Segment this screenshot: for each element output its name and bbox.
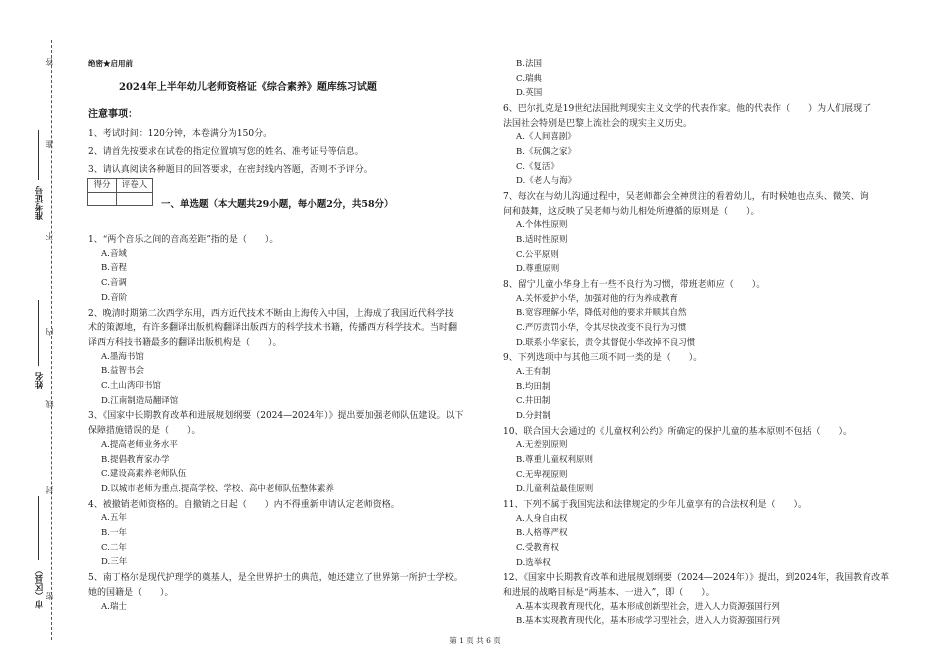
answer-option: A.个体性原则: [516, 220, 568, 231]
question-text: 5、南丁格尔是现代护理学的奠基人，是全世界护士的典范，她还建立了世界第一所护士学校。: [88, 573, 463, 584]
question-text: 和进展的战略目标是“两基本、一进入”，即（ ）。: [503, 588, 715, 599]
answer-option: D.三年: [101, 557, 128, 568]
margin-char: 答: [45, 58, 54, 66]
answer-option: B.益智书会: [101, 366, 144, 377]
answer-option: A.关怀爱护小华，加强对他的行为养成教育: [516, 293, 678, 304]
answer-option: C.瑞典: [516, 73, 542, 84]
answer-option: C.二年: [101, 542, 127, 553]
question-text: 6、巴尔扎克是19世纪法国批判现实主义文学的代表作家。他的代表作（ ）为人们展现了: [503, 104, 872, 114]
margin-char: 线: [45, 400, 54, 408]
question-text: 术的策源地，有许多翻译出版机构翻译出版西方的科学技术书籍，传播西方科学技术。当时翻: [88, 323, 458, 334]
region-label: 市（区县）: [35, 566, 45, 609]
answer-option: D.英国: [516, 88, 543, 99]
fill-line: [38, 496, 39, 560]
answer-option: D.江南制造局翻译馆: [101, 395, 179, 406]
page-title: 2024年上半年幼儿老师资格证《综合素养》题库练习试题: [119, 82, 377, 93]
answer-option: B.一年: [101, 528, 127, 538]
candidate-no-label: 准考证号: [35, 186, 45, 220]
score-cell: [88, 192, 117, 205]
question-text: 11、下列不属于我国宪法和法律规定的少年儿童享有的合法权利是（ ）。: [503, 500, 807, 511]
question-text: 9、下列选项中与其他三项不同一类的是（ ）。: [503, 353, 703, 364]
answer-option: B.提倡教育家办学: [101, 454, 170, 465]
question-text: 4、被撤销老师资格的。自撤销之日起（ ）内不得重新申请认定老师资格。: [88, 499, 400, 510]
question-text: 3、《国家中长期教育改革和进展规划纲要（2024—2024年）》提出要加强老师队伍建设。以下: [88, 411, 464, 422]
margin-char: 封: [45, 486, 54, 494]
note-item: 2、请首先按要求在试卷的指定位置填写您的姓名、准考证号等信息。: [88, 147, 364, 157]
note-item: 1、考试时间：120分钟，本卷满分为150分。: [88, 129, 273, 139]
answer-option: D.分封制: [516, 411, 551, 422]
margin-char: 不: [45, 232, 54, 240]
answer-option: A.墨海书馆: [101, 351, 144, 362]
answer-option: B.音程: [101, 263, 127, 274]
answer-option: C.无卑视原则: [516, 469, 568, 480]
answer-option: C.受教育权: [516, 543, 559, 554]
answer-option: A.无差别原则: [516, 440, 568, 451]
answer-option: B.适时性原则: [516, 235, 568, 246]
answer-option: A.人身自由权: [516, 513, 568, 524]
answer-option: C.《复活》: [516, 161, 559, 172]
question-text: 译西方科技书籍最多的翻译出版机构是（ ）。: [88, 337, 282, 348]
section-title: 一、单选题（本大题共29小题，每小题2分，共58分）: [161, 199, 394, 210]
question-text: 12、《国家中长期教育改革和进展规划纲要（2024—2024年）》提出，到2024年，我国教育改革: [503, 573, 890, 584]
answer-option: D.选举权: [516, 557, 551, 568]
answer-option: B.法国: [516, 59, 542, 69]
answer-option: A.提高老师业务水平: [101, 439, 178, 450]
answer-option: C.公平原则: [516, 249, 559, 260]
fill-line: [38, 130, 39, 180]
answer-option: A.音域: [101, 248, 127, 259]
answer-option: D.《老人与海》: [516, 176, 577, 187]
answer-option: B.均田制: [516, 381, 551, 392]
answer-option: A.王有制: [516, 367, 551, 378]
answer-option: C.严厉责罚小华，令其尽快改变不良行为习惯: [516, 323, 687, 334]
notes-title: 注意事项：: [88, 109, 138, 120]
margin-char: 密: [45, 592, 54, 600]
question-text: 保障措施错误的是（ ）。: [88, 426, 201, 437]
note-item: 3、请认真阅读各种题目的回答要求，在密封线内答题，否则不予评分。: [88, 165, 373, 175]
answer-option: A.五年: [101, 513, 127, 524]
page-footer: 第 1 页 共 6 页: [449, 636, 501, 645]
question-text: 8、留宁儿童小华身上有一些不良行为习惯，带班老师应（ ）。: [503, 280, 766, 291]
answer-option: D.儿童利益最佳原则: [516, 484, 594, 495]
margin-char: 准: [45, 140, 54, 148]
answer-option: A.基本实现教育现代化，基本形成创新型社会，进入人力资源强国行列: [516, 601, 780, 612]
fill-line: [38, 300, 39, 366]
answer-option: B.《玩偶之家》: [516, 147, 576, 158]
answer-option: B.尊重儿童权利原则: [516, 455, 593, 466]
score-header: 得分: [88, 179, 117, 193]
answer-option: B.人格尊严权: [516, 528, 568, 539]
question-text: 她的国籍是（ ）。: [88, 587, 174, 598]
answer-option: C.音调: [101, 278, 127, 289]
name-label: 姓名: [35, 372, 45, 389]
answer-option: C.建设高素养老师队伍: [101, 469, 187, 480]
answer-option: D.以城市老师为重点.提高学校、学校、高中老师队伍整体素养: [101, 483, 334, 494]
question-text: 法国社会特别是巴黎上流社会的现实主义历史。: [503, 118, 693, 129]
answer-option: B.宽容理解小华，降低对他的要求并顺其自然: [516, 308, 687, 319]
answer-option: D.尊重原则: [516, 264, 560, 275]
answer-option: D.联系小华家长，责令其督促小华改掉不良习惯: [516, 337, 696, 348]
binding-margin: [0, 0, 60, 671]
answer-option: D.音阶: [101, 292, 128, 303]
question-text: 10、联合国大会通过的《儿童权利公约》所确定的保护儿童的基本原则不包括（ ）。: [503, 426, 852, 437]
answer-option: C.土山湾印书馆: [101, 381, 161, 391]
seal-dashed-line: [51, 40, 52, 640]
question-text: 1、“两个音乐之间的音高差距”指的是（ ）。: [88, 235, 279, 245]
question-text: 问和鼓舞，这反映了吴老师与幼儿相处所遵循的原则是（ ）。: [503, 206, 760, 217]
grader-header: 评卷人: [117, 179, 152, 193]
answer-option: C.井田制: [516, 396, 551, 407]
secret-mark: 绝密★启用前: [88, 59, 133, 68]
answer-option: A.《人间喜剧》: [516, 132, 576, 143]
score-table: [87, 178, 153, 206]
answer-option: A.瑞士: [101, 601, 127, 612]
margin-char: 内: [45, 328, 54, 336]
question-text: 7、每次在与幼儿沟通过程中，吴老师都会全神贯注的看着幼儿，有时候她也点头、微笑、询: [503, 192, 869, 203]
question-text: 2、晚清时期第二次西学东用，西方近代技术不断由上海传入中国，上海成了我国近代科学技: [88, 308, 454, 319]
answer-option: B.基本实现教育现代化，基本形成学习型社会，进入人力资源强国行列: [516, 616, 780, 627]
